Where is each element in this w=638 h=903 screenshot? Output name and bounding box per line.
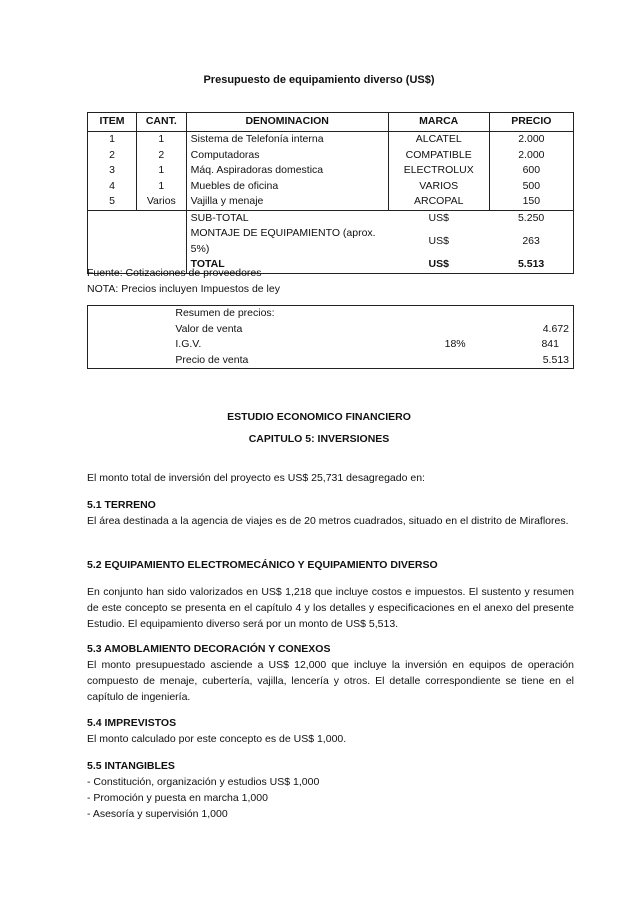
section-5-4-title: 5.4 IMPREVISTOS: [87, 717, 177, 729]
table-row: [88, 194, 574, 210]
header-precio: PRECIO: [489, 113, 573, 132]
cell-marca: ALCATEL: [388, 132, 489, 148]
subtotal-label: SUB-TOTAL: [186, 210, 388, 226]
section-5-4-text: El monto calculado por este concepto es de US$ 1,000.: [87, 733, 347, 745]
cell-item: 2: [88, 148, 137, 164]
budget-title: Presupuesto de equipamiento diverso (US$): [203, 74, 435, 86]
table-row: [88, 148, 574, 164]
section-5-3-title: 5.3 AMOBLAMIENTO DECORACIÓN Y CONEXOS: [87, 643, 331, 655]
cell-den: Computadoras: [186, 148, 388, 164]
summary-row: [88, 337, 574, 353]
cell-cant: Varios: [136, 194, 186, 210]
cell-item: 5: [88, 194, 137, 210]
section-5-3-text: El monto presupuestado asciende a US$ 12,000 que incluye la inversión en equipos de operación compuesto de menaje, cubertería, vajilla, lencería y otros. El detalle correspondiente se tiene en el capítulo de ingeniería.: [87, 659, 574, 703]
section-5-5-title: 5.5 INTANGIBLES: [87, 760, 175, 772]
summary-label: Valor de venta: [175, 322, 243, 335]
cell-precio: 500: [489, 179, 573, 195]
total-value: 5.513: [489, 257, 573, 273]
summary-heading-row: [88, 306, 574, 322]
subtotal-row: [88, 210, 574, 226]
cell-precio: 2.000: [489, 148, 573, 164]
cell-marca: COMPATIBLE: [388, 148, 489, 164]
list-item: - Promoción y puesta en marcha 1,000: [87, 792, 268, 804]
cell-cant: 2: [136, 148, 186, 164]
price-summary-table: [87, 305, 574, 369]
section-5-1-text: El área destinada a la agencia de viajes es de 20 metros cuadrados, situado en el distrito de Miraflores.: [87, 515, 569, 527]
section-5-2-text: En conjunto han sido valorizados en US$ 1,218 que incluye costos e impuestos. El sustento y resumen de este concepto se presenta en el capítulo 4 y los detalles y especificaciones en el anexo del presente Estudio. El equipamiento diverso será por un monto de US$ 5,513.: [87, 586, 574, 630]
summary-value: 5.513: [497, 353, 573, 369]
cell-den: Vajilla y menaje: [186, 194, 388, 210]
section-5-2-title: 5.2 EQUIPAMIENTO ELECTROMECÁNICO Y EQUIPAMIENTO DIVERSO: [87, 559, 438, 571]
total-label: TOTAL: [186, 257, 388, 273]
list-item: - Constitución, organización y estudios US$ 1,000: [87, 776, 320, 788]
cell-item: 3: [88, 163, 137, 179]
summary-value: 4.672: [497, 322, 573, 338]
cell-item: 1: [88, 132, 137, 148]
summary-row: [88, 353, 574, 369]
summary-pct: [413, 322, 498, 338]
cell-item: 4: [88, 179, 137, 195]
cell-precio: 2.000: [489, 132, 573, 148]
header-marca: MARCA: [388, 113, 489, 132]
summary-pct: [413, 353, 498, 369]
subtotal-currency: US$: [388, 210, 489, 226]
montaje-label: MONTAJE DE EQUIPAMIENTO (aprox. 5%): [190, 227, 376, 255]
list-item: - Asesoría y supervisión 1,000: [87, 808, 228, 820]
table-header-row: [88, 113, 574, 132]
cell-den: Máq. Aspiradoras domestica: [186, 163, 388, 179]
cell-precio: 600: [489, 163, 573, 179]
cell-den: Muebles de oficina: [186, 179, 388, 195]
header-denominacion: DENOMINACION: [186, 113, 388, 132]
montaje-row: [88, 226, 574, 257]
total-currency: US$: [388, 257, 489, 273]
table-notes: [87, 265, 280, 297]
summary-value: 841: [497, 337, 573, 353]
cell-cant: 1: [136, 179, 186, 195]
summary-label: I.G.V.: [175, 338, 202, 350]
montaje-currency: US$: [428, 234, 449, 247]
tax-note: NOTA: Precios incluyen Impuestos de ley: [87, 283, 280, 295]
table-row: [88, 179, 574, 195]
cell-precio: 150: [489, 194, 573, 210]
summary-pct: 18%: [444, 338, 466, 350]
summary-row: [88, 322, 574, 338]
summary-label: Precio de venta: [171, 353, 412, 369]
cell-marca: VARIOS: [388, 179, 489, 195]
summary-heading: Resumen de precios:: [171, 306, 412, 322]
equipment-budget-table: [87, 112, 574, 274]
cell-cant: 1: [136, 132, 186, 148]
table-row: [88, 163, 574, 179]
source-note: Fuente: Cotizaciones de proveedores: [87, 267, 262, 279]
study-title: ESTUDIO ECONOMICO FINANCIERO: [227, 411, 411, 423]
chapter-title: CAPITULO 5: INVERSIONES: [248, 433, 390, 445]
subtotal-value: 5.250: [489, 210, 573, 226]
montaje-value: 263: [489, 226, 573, 257]
header-cant: CANT.: [136, 113, 186, 132]
cell-marca: ARCOPAL: [388, 194, 489, 210]
header-item: ITEM: [88, 113, 137, 132]
table-row: [88, 132, 574, 148]
intro-paragraph: El monto total de inversión del proyecto es US$ 25,731 desagregado en:: [87, 472, 425, 484]
section-5-1-title: 5.1 TERRENO: [87, 499, 156, 511]
section-5-5-list: [87, 774, 574, 822]
cell-marca: ELECTROLUX: [388, 163, 489, 179]
cell-den: Sistema de Telefonía interna: [186, 132, 388, 148]
cell-cant: 1: [136, 163, 186, 179]
